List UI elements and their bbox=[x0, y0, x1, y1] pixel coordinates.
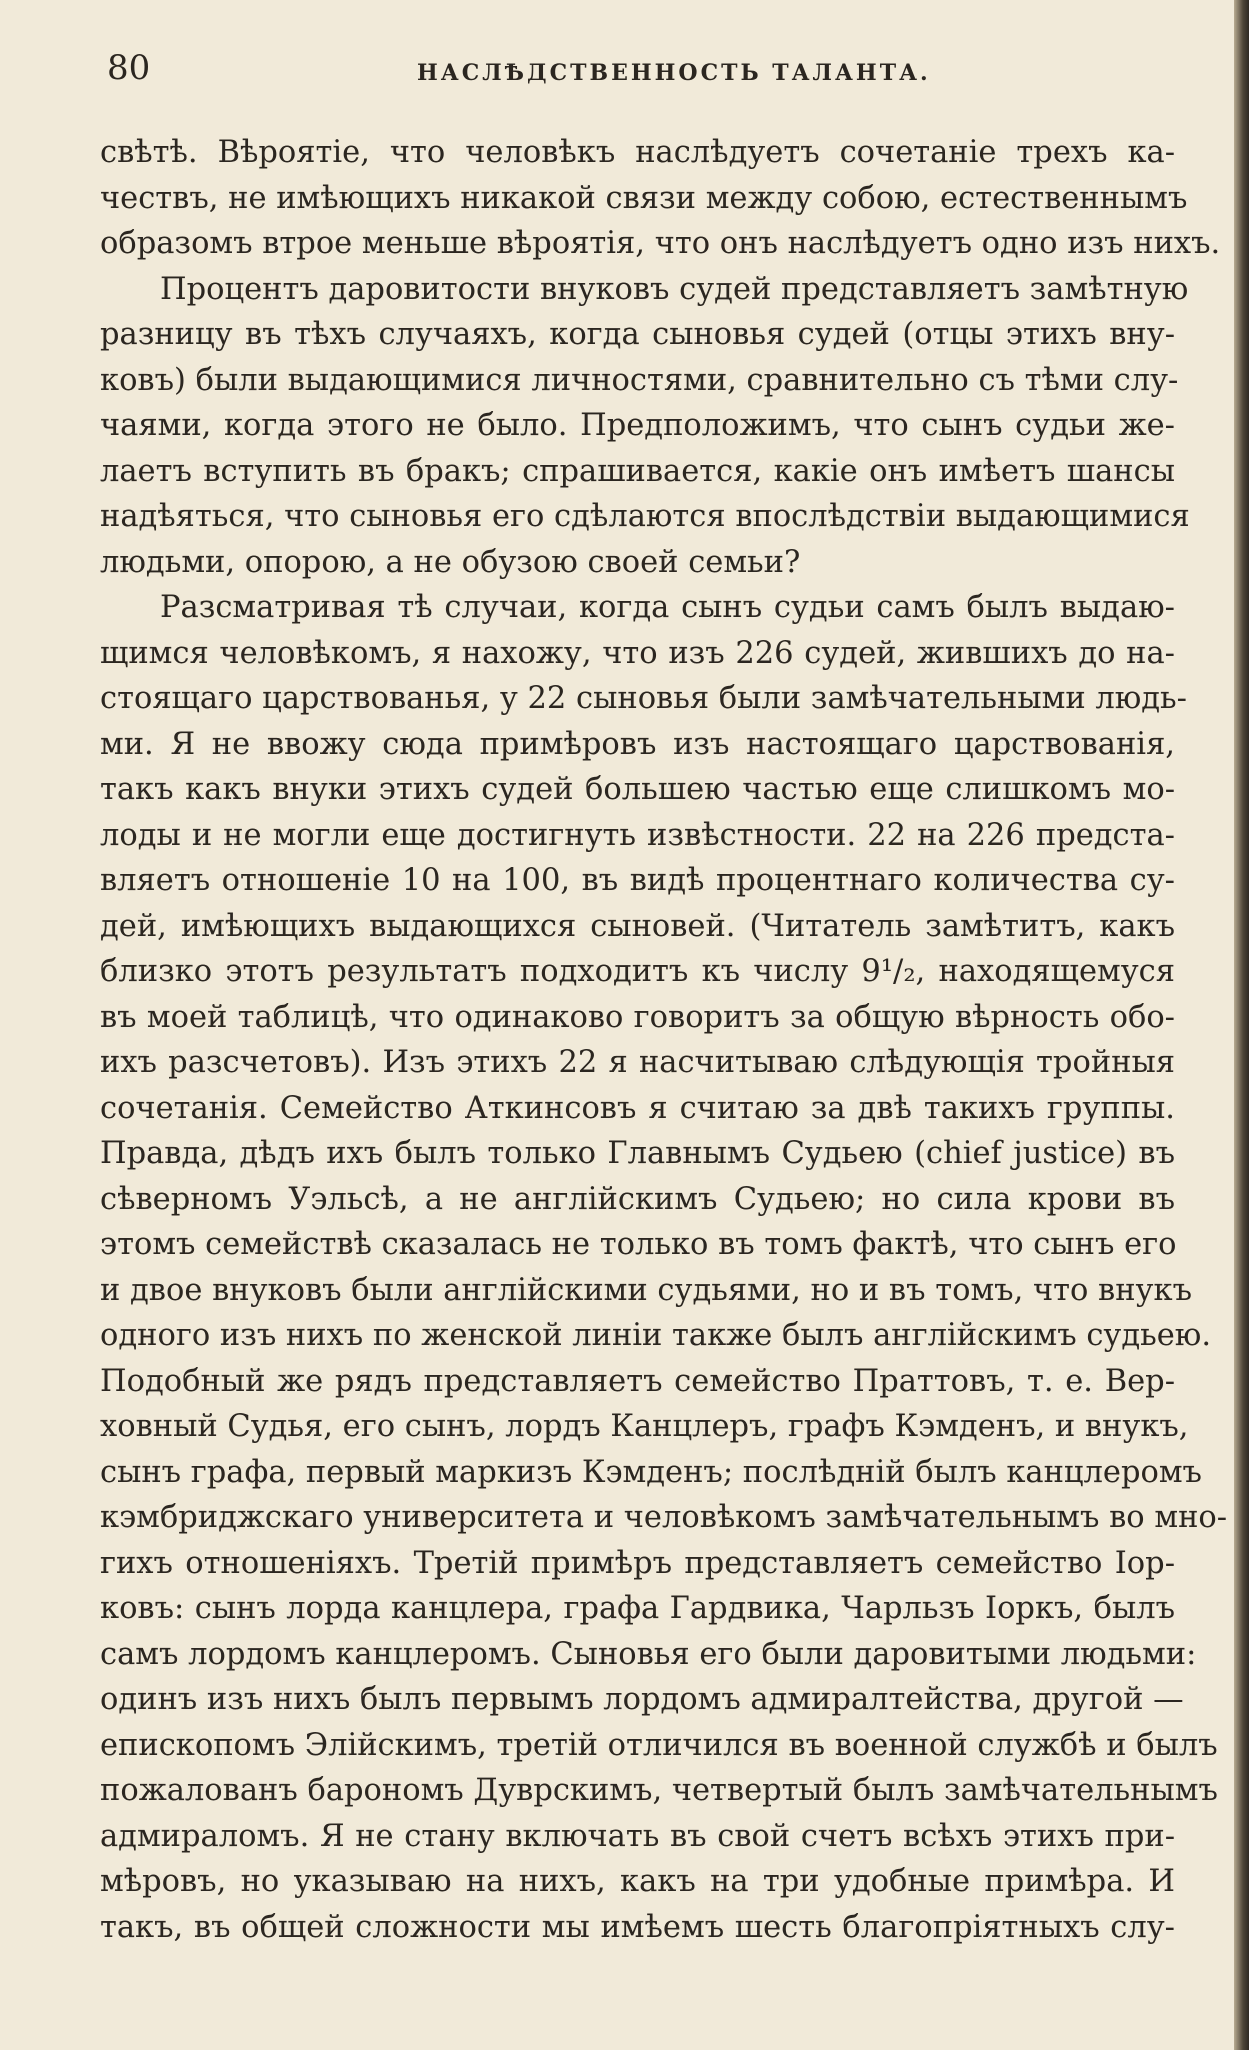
text-line: адмираломъ. Я не стану включать въ свой счетъ всѣхъ этихъ при- bbox=[100, 1818, 1175, 1854]
page-number: 80 bbox=[107, 48, 151, 88]
text-line: надѣяться, что сыновья его сдѣлаются впослѣдствіи выдающимися bbox=[100, 499, 1190, 534]
running-title: НАСЛѢДСТВЕННОСТЬ ТАЛАНТА. bbox=[417, 60, 931, 86]
text-line: и двое внуковъ были англійскими судьями, но и въ томъ, что внукъ bbox=[100, 1272, 1192, 1308]
text-line: стоящаго царствованья, у 22 сыновья были замѣчательными людь- bbox=[100, 681, 1187, 716]
text-line: свѣтѣ. Вѣроятіе, что человѣкъ наслѣдуетъ сочетаніе трехъ ка- bbox=[100, 135, 1175, 170]
text-line: чествъ, не имѣющихъ никакой связи между собою, естественнымъ bbox=[100, 180, 1188, 216]
text-line: такъ какъ внуки этихъ судей большею частью еще слишкомъ мо- bbox=[100, 772, 1175, 807]
text-line: одинъ изъ нихъ былъ первымъ лордомъ адмиралтейства, другой — bbox=[100, 1682, 1184, 1717]
text-line: кэмбриджскаго университета и человѣкомъ замѣчательнымъ во мно- bbox=[100, 1500, 1228, 1535]
text-line: сочетанія. Семейство Аткинсовъ я считаю за двѣ такихъ группы. bbox=[100, 1090, 1175, 1126]
text-line: Правда, дѣдъ ихъ былъ только Главнымъ Судьею (chief justice) въ bbox=[100, 1136, 1175, 1171]
text-line: сынъ графа, первый маркизъ Кэмденъ; послѣдній былъ канцлеромъ bbox=[100, 1454, 1202, 1490]
text-line: одного изъ нихъ по женской линіи также былъ англійскимъ судьею. bbox=[100, 1318, 1212, 1353]
text-line: въ моей таблицѣ, что одинаково говоритъ за общую вѣрность обо- bbox=[100, 999, 1175, 1035]
text-line: дей, имѣющихъ выдающихся сыновей. (Читатель замѣтитъ, какъ bbox=[100, 908, 1175, 944]
text-line: этомъ семействѣ сказалась не только въ томъ фактѣ, что сынъ его bbox=[100, 1227, 1177, 1262]
body-text bbox=[100, 130, 1228, 1950]
text-line: сѣверномъ Уэльсѣ, а не англійскимъ Судьею; но сила крови въ bbox=[100, 1181, 1175, 1217]
text-line: людьми, опорою, а не обузою своей семьи? bbox=[100, 544, 801, 580]
text-line: лаетъ вступить въ бракъ; спрашивается, какіе онъ имѣетъ шансы bbox=[100, 453, 1175, 489]
text-line: ихъ разсчетовъ). Изъ этихъ 22 я насчитываю слѣдующія тройныя bbox=[100, 1045, 1175, 1080]
text-line: ковъ) были выдающимися личностями, сравнительно съ тѣми слу- bbox=[100, 362, 1179, 398]
text-line: ховный Судья, его сынъ, лордъ Канцлеръ, графъ Кэмденъ, и внукъ, bbox=[100, 1409, 1189, 1444]
text-line: вляетъ отношеніе 10 на 100, въ видѣ процентнаго количества су- bbox=[100, 863, 1175, 898]
text-line: разницу въ тѣхъ случаяхъ, когда сыновья судей (отцы этихъ вну- bbox=[100, 317, 1175, 352]
text-line: образомъ втрое меньше вѣроятія, что онъ наслѣдуетъ одно изъ нихъ. bbox=[100, 226, 1221, 261]
text-line: Процентъ даровитости внуковъ судей представляетъ замѣтную bbox=[160, 271, 1189, 307]
text-line: такъ, въ общей сложности мы имѣемъ шесть благопріятныхъ слу- bbox=[100, 1909, 1175, 1945]
text-line: близко этотъ результатъ подходитъ къ числу 9¹/₂, находящемуся bbox=[100, 954, 1175, 989]
page-header bbox=[107, 48, 1167, 98]
text-line: лоды и не могли еще достигнуть извѣстности. 22 на 226 предста- bbox=[100, 817, 1175, 853]
text-line: щимся человѣкомъ, я нахожу, что изъ 226 судей, жившихъ до на- bbox=[100, 635, 1175, 671]
text-line: самъ лордомъ канцлеромъ. Сыновья его были даровитыми людьми: bbox=[100, 1636, 1197, 1672]
text-line: чаями, когда этого не было. Предположимъ, что сынъ судьи же- bbox=[100, 408, 1175, 443]
text-line: пожалованъ барономъ Дуврскимъ, четвертый былъ замѣчательнымъ bbox=[100, 1773, 1218, 1808]
page-edge-shadow bbox=[1234, 0, 1249, 2050]
text-line: мѣровъ, но указываю на нихъ, какъ на три удобные примѣра. И bbox=[100, 1864, 1175, 1899]
text-line: ми. Я не ввожу сюда примѣровъ изъ настоящаго царствованія, bbox=[100, 726, 1175, 762]
text-line: Разсматривая тѣ случаи, когда сынъ судьи самъ былъ выдаю- bbox=[160, 590, 1175, 625]
text-line: епископомъ Элійскимъ, третій отличился въ военной службѣ и былъ bbox=[100, 1727, 1218, 1763]
text-line: ковъ: сынъ лорда канцлера, графа Гардвика, Чарльзъ Іоркъ, былъ bbox=[100, 1591, 1175, 1626]
text-line: Подобный же рядъ представляетъ семейство Праттовъ, т. е. Вер- bbox=[100, 1363, 1175, 1399]
text-line: гихъ отношеніяхъ. Третій примѣръ представляетъ семейство Іор- bbox=[100, 1545, 1175, 1581]
